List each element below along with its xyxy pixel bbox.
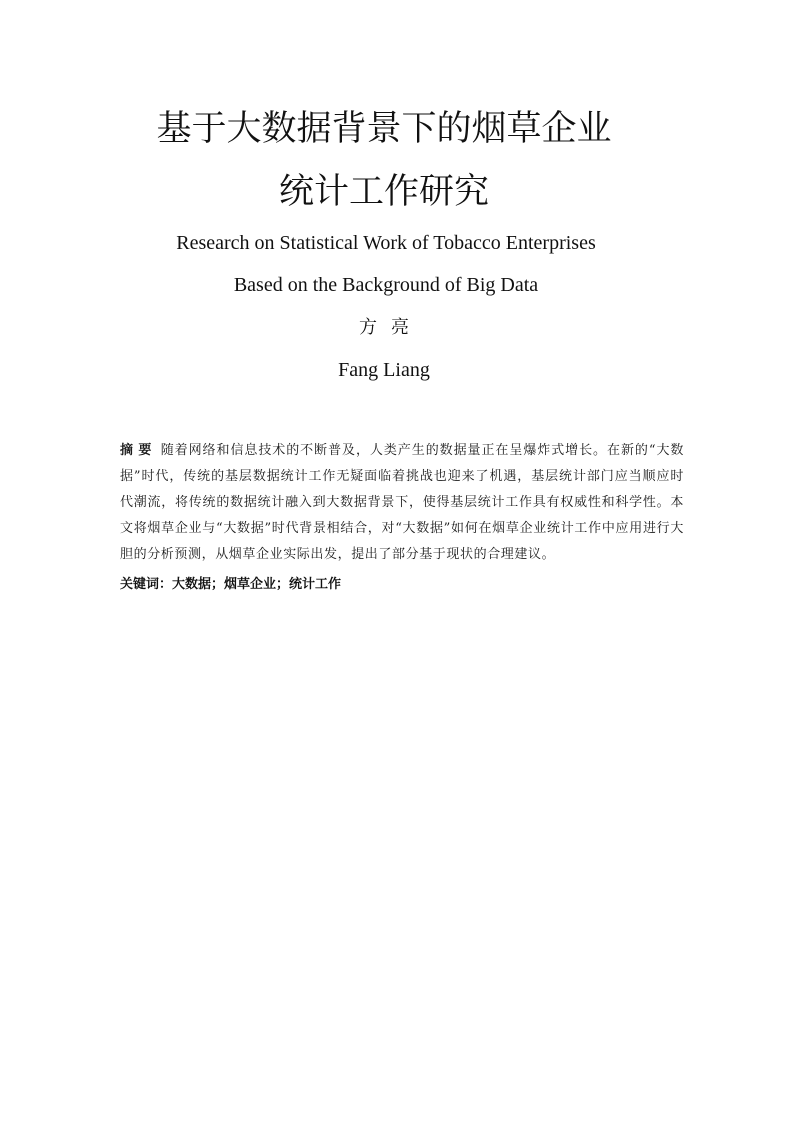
author-english: Fang Liang	[338, 359, 430, 381]
author-chinese: 方亮	[359, 317, 423, 338]
title-english-line-1: Research on Statistical Work of Tobacco Enterprises	[176, 232, 596, 254]
abstract-label: 摘要	[120, 443, 157, 458]
abstract-paragraph	[120, 438, 684, 568]
abstract-text: 随着网络和信息技术的不断普及，人类产生的数据量正在呈爆炸式增长。在新的“大数据”时代，传统的基层数据统计工作无疑面临着挑战也迎来了机遇，基层统计部门应当顺应时代潮流，将传统的数据统计融入到大数据背景下，使得基层统计工作具有权威性和科学性。本文将烟草企业与“大数据”时代背景相结合，对“大数据”如何在烟草企业统计工作中应用进行大胆的分析预测，从烟草企业实际出发，提出了部分基于现状的合理建议。	[120, 443, 684, 562]
title-english-line-2: Based on the Background of Big Data	[233, 274, 539, 296]
title-chinese-line-2: 统计工作研究	[278, 172, 489, 212]
title-chinese-line-1: 基于大数据背景下的烟草企业	[156, 109, 612, 149]
keywords-line: 关键词：大数据；烟草企业；统计工作	[120, 577, 342, 592]
